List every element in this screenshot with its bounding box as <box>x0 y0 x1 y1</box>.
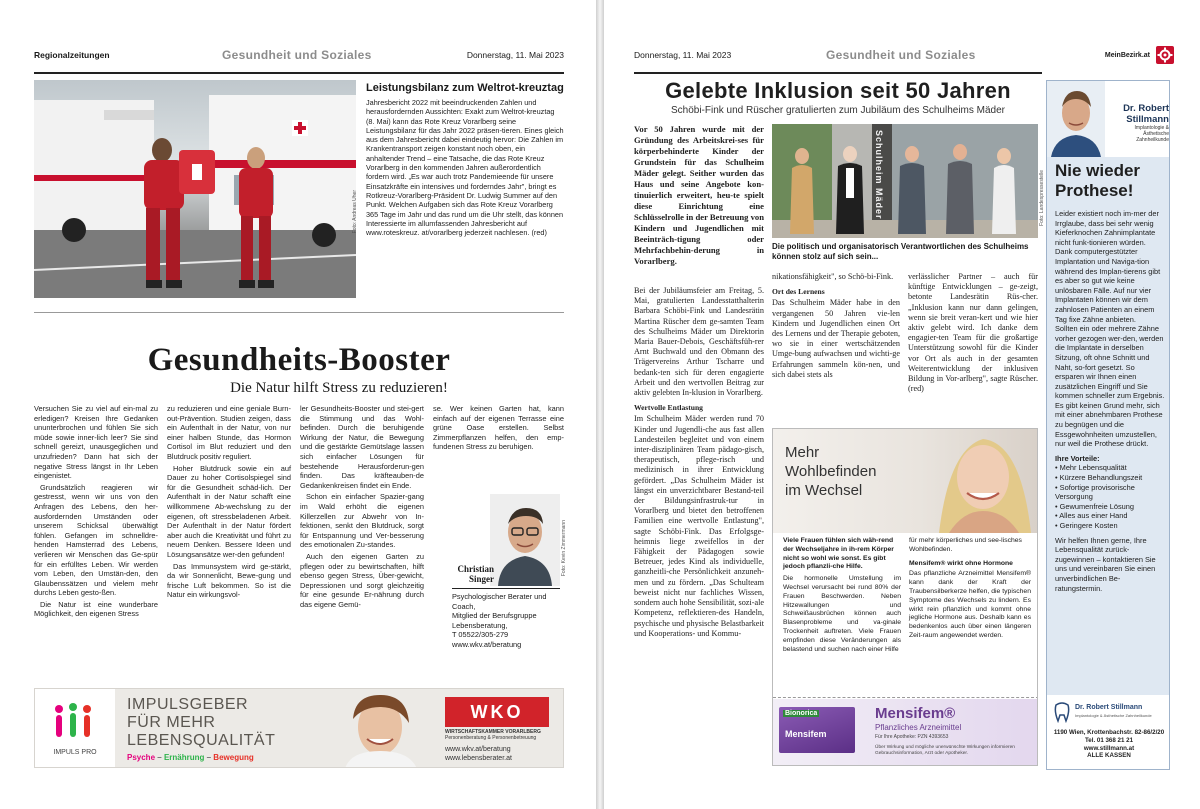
stillmann-name <box>1105 103 1169 143</box>
tagline-ernaehrung: Ernährung <box>163 753 205 762</box>
author-info-line: Coach, <box>452 601 476 611</box>
inklusion-lead: Vor 50 Jahren wurde mit der Gründung des Arbeitskrei-ses für körperbehinderte Kinder der Grundstein für das Schulheim Mäder gelegt. Seither wurden das Haus und seine Angebote kon-tinuierlich erweitert, heu-te spielt diese Einrichtung eine Schlüsselrolle in der Betreuung von Kindern und Jugendlichen mit Beeinträch-tigung oder Mehrfachbehin-derung in Vorarlberg. <box>634 124 764 266</box>
author-photo <box>490 494 560 586</box>
mensifem-right-col <box>909 537 1031 641</box>
stillmann-specialty-1: Implantologie & <box>1134 125 1169 131</box>
stillmann-portrait-image <box>1047 81 1105 157</box>
author-info-line: Lebensberatung, <box>452 620 508 630</box>
inklusion-col-2 <box>772 272 900 382</box>
stillmann-name-2: Stillmann <box>1126 114 1169 125</box>
inklusion-paragraph: Das Schulheim Mäder habe in den vergangenen 50 Jahren vie-len Kindern und Jugendlichen einen Ort des Lernens und der Therapie geboten, wo sie in einer wertschätzenden Umge-bung aufwachsen und wichti-ge Erfahrungen sammeln kön-nen, und sich dabei stets als <box>772 298 900 379</box>
mensifem-package <box>779 707 855 753</box>
stillmann-web[interactable]: www.stillmann.at <box>1083 744 1135 752</box>
author-first-name: Christian <box>457 564 494 574</box>
impuls-woman-image <box>325 689 435 768</box>
booster-paragraph: Schon ein einfacher Spazier-gang im Wald erhöht die eigenen Killerzellen zur Abwehr von In-fektionen, senkt den Blutdruck, sorgt für Entspannung und Ver-besserung des emotionalen Zu-standes. <box>300 492 424 550</box>
booster-col-2 <box>167 404 291 602</box>
brand-label: MeinBezirk.at <box>1104 51 1150 59</box>
wko-sub-2: Personenberatung & Personenbetreuung <box>445 735 537 741</box>
right-page <box>604 0 1200 809</box>
stillmann-specialty-3: Zahnheilkunde <box>1136 137 1169 143</box>
inklusion-subhead: Ort des Lernens <box>772 287 825 297</box>
booster-col-3 <box>300 404 424 611</box>
wko-sub-1: WIRTSCHAFTSKAMMER VORARLBERG <box>445 729 541 735</box>
inklusion-photo-credit: Foto: Landespressestelle <box>1039 170 1045 226</box>
advantage-item: • Kürzere Behandlungszeit <box>1055 473 1143 483</box>
author-info-line: T 05522/305-279 <box>452 630 509 639</box>
brand-icon <box>1156 46 1174 64</box>
issue-date: Donnerstag, 11. Mai 2023 <box>466 50 564 60</box>
author-rule <box>452 588 560 589</box>
booster-paragraph: zu reduzieren und eine geniale Burn-out-Prävention. Studien zeigen, dass ein Aufenthalt in der Natur, von nur einer halben Stunde, das Hormon Cortisol im Blut reduziert und den Blutdruck positiv reguliert. <box>167 404 291 461</box>
brand-gear-icon <box>1156 46 1174 64</box>
inklusion-headline: Gelebte Inklusion seit 50 Jahren <box>665 78 1011 103</box>
mensifem-pharmacy: Für Ihre Apotheke: PZN 4393653 <box>875 734 949 740</box>
impuls-url-2[interactable]: www.lebensberater.at <box>445 755 512 762</box>
schulheim-sign: Schulheim Mäder <box>874 130 884 220</box>
rk-article <box>366 82 564 237</box>
booster-paragraph: Auch den eigenen Garten zu pflegen oder zu bewirtschaften, hilft ebenso gegen Stress, Über-gewicht, Depressionen und sorgt gleichzeitig für eine gesunde Er-nährung durch das eigene Gemü- <box>300 551 424 609</box>
advantage-item: • Geringere Kosten <box>1055 521 1118 530</box>
author-info <box>452 592 564 649</box>
inklusion-caption: Die politisch und organisatorisch Verantwortlichen des Schulheims können stolz auf sich sein... <box>772 242 1029 261</box>
mensifem-disclaimer: Über Wirkung und mögliche unerwünschte Wirkungen informieren Gebrauchsinformation, Arzt oder Apotheker. <box>875 745 1015 756</box>
stillmann-logo-sub: Implantologie & Ästhetische Zahnheilkunde <box>1075 713 1152 718</box>
package-label: Mensifem <box>785 729 827 739</box>
impuls-headline-line: LEBENSQUALITÄT <box>127 732 276 749</box>
inklusion-col-3 <box>908 272 1038 396</box>
stillmann-body <box>1055 209 1165 593</box>
wko-logo: WKO <box>445 697 549 727</box>
inklusion-paragraph: nikationsfähigkeit", so Schö-bi-Fink. <box>772 272 894 281</box>
section-title: Gesundheit und Soziales <box>826 48 976 62</box>
mensifem-headline <box>785 443 876 500</box>
stillmann-address: 1190 Wien, Krottenbachstr. 82-86/2/20 <box>1053 729 1165 736</box>
mensifem-intro: Viele Frauen fühlen sich wäh-rend der Wechseljahre in ih-rem Körper nicht so wohl wie sonst. Es gibt jedoch pflanzli-che Hilfe. <box>783 537 894 571</box>
section-divider <box>34 312 564 313</box>
mensifem-product-band <box>773 699 1038 766</box>
mensifem-left-text: Die hormonelle Umstellung im Wechsel verursacht bei rund 80% der Frauen Beschwerden. Neben Hitzewallungen und Schweißausbrüchen können auch Blasenprobleme und va-ginale Trockenheit auftreten. Viele Frauen empfinden diese Veränderungen als belastend und suchen nach einer Hilfe <box>783 575 901 653</box>
rk-photo-credit: Foto: Andreas Uher <box>352 190 358 234</box>
advantage-text: Alles aus einer Hand <box>1059 511 1128 521</box>
tagline-bewegung: Bewegung <box>213 753 254 762</box>
inklusion-paragraph: Im Schulheim Mäder werden rund 70 Kinder und Jugendli-che aus fast allen Landesteilen begleitet und von einem inter-disziplinären Team pädago-gisch, therapeutisch, pflege-risch und medizinisch in ihrer Entwicklung gefördert. „Das Schulheim Mäder ist längst ein unverzichtbarer Bestand-teil der Bildungsinfrastruk-tur in Vorarlberg und bietet den betroffenen Familien eine wertvolle Entlastung", sagte Schöbi-Fink. Das Erfolgsge-heimnis liege zweifellos in der Fähigkeit der Pädagogen sowie Betreuer, jedes Kind als individuelle, ganzheitli-che Persönlichkeit anzuneh-men und zu fördern. „Das Schulteam beweist nicht nur fachliches Wissen, sondern auch hohe Sensibilität, sozi-ale Kompetenz, reflektieren-des Handeln, psychische und physische Belastbarkeit und Kooperations- und Kommu- <box>634 414 764 638</box>
tooth-logo-icon <box>1053 701 1071 723</box>
booster-paragraph: Das Immunsystem wird ge-stärkt, da wir Sonnenlicht, Bewe-gung und frische Luft bekommen. So ist die Natur ein wirkungsvol- <box>167 561 291 600</box>
stillmann-name-1: Dr. Robert <box>1123 103 1169 114</box>
advantage-item: • Mehr Lebensqualität <box>1055 463 1127 473</box>
header-rule <box>634 72 1042 74</box>
tagline-psyche: Psyche <box>127 753 156 762</box>
booster-paragraph: Grundsätzlich reagieren wir gestresst, wenn wir uns von den Anfragen des Lebens, den her-ausfordernden Umständen oder unserem Schicksal überwältigt fühlen. Gefangen im schnelldre-henden Hamsterrad des Lebens, verlieren wir Menschen das Ge-spür für ein erfülltes Leben. Wir werden vom Leben, den Umstän-den, den Glaubenssätzen und vielem mehr durchs Leben gesto-ßen. <box>34 482 158 598</box>
booster-paragraph: Die Natur ist eine wunderbare Möglichkeit, den eigenen Stress <box>34 599 158 619</box>
mensifem-product-sub: Pflanzliches Arzneimittel <box>875 723 962 732</box>
left-page <box>0 0 596 809</box>
red-cross-photo <box>34 80 356 298</box>
bionorica-logo: Bionorica <box>785 710 818 717</box>
advantage-text: Sofortige provisorische Versorgung <box>1055 482 1135 502</box>
inklusion-subheadline: Schöbi-Fink und Rüscher gratulierten zum Jubiläum des Schulheims Mäder <box>670 105 1006 116</box>
issue-date: Donnerstag, 11. Mai 2023 <box>634 50 732 60</box>
impuls-ad[interactable] <box>34 688 564 768</box>
stillmann-logo-name: Dr. Robert Stillmann <box>1075 704 1143 711</box>
tagline-separator: – <box>155 753 164 762</box>
stillmann-specialty-2: Ästhetische <box>1143 131 1169 137</box>
advantage-text: Mehr Lebensqualität <box>1059 463 1127 473</box>
mensifem-headline-line: Mehr <box>785 444 820 461</box>
mensifem-product-name: Mensifem® <box>875 705 956 722</box>
mensifem-right-text-1: für mehr körperliches und see-lisches Wohlbefinden. <box>909 537 1022 553</box>
inklusion-paragraph: Bei der Jubiläumsfeier am Freitag, 5. Mai, gratulierten Landesstatthalterin Barbara Schöbi-Fink und Landesrätin Martina Rüscher dem ge-samten Team des Schulheims Mäder um Direktorin Maria Bauer-Debois, Geschäftsfüh-rer Arnt Buchwald und den Obmann des Trägervereins Arthur Tscharre und bedank-ten sich für deren engagierte Arbeit und den wertvollen Beitrag zur aktiv gelebten In-klusion in Vorarlberg. <box>634 286 764 398</box>
rk-body: Jahresbericht 2022 mit beeindruckenden Zahlen und herausfordernden Aussichten: Exakt zum Weltrot-kreuztag (8. Mai) kann das Rote Kreuz Vorarlberg seine Leistungsbilanz für das Jahr 2022 präsen-tieren. Eines gleich aus dem Jahresbericht dabei eindeutig hervor: Die Zahlen im Krankentransport zeigen konstant noch oben, ein anhaltender Trend – eine Tatsache, die das Rote Kreuz Vorarlberg in den kommenden Jahren außerordentlich fordern wird. „Es war auch trotz Pandemieende für unsere Einsatzkräfte ein intensives und forderndes Jahr", bringt es Rotkreuz-Vorarlberg-Präsident Dr. Ludwig Summer auf den Punkt. Welchen Aufgaben sich das Rote Kreuz Vorarlberg 365 Tage im Jahr und das rund um die Uhr stellt, das können Interessierte im allumfassenden Jahresbericht auf www.roteskreuz. at/vorarlberg jederzeit nachlesen. (red) <box>366 98 564 238</box>
impuls-url-1[interactable]: www.wkv.at/beratung <box>445 746 511 753</box>
mensifem-left-col <box>783 537 901 654</box>
header-rule <box>34 72 564 74</box>
stillmann-ad[interactable] <box>1046 80 1170 770</box>
impuls-logo-icon <box>35 697 115 747</box>
mensifem-right-text-2: Das pflanzliche Arzneimittel Mensifem® kann dank der Kraft der Traubensilberkerze helfen, die typischen Symptome des Wechsels zu lindern. Es wirkt rein pflanzlich und kommt ohne jegliche Hormone aus. Deshalb kann es bedenkenlos auch über einen längeren Zeit-raum angewendet werden. <box>909 570 1031 639</box>
group-photo-image <box>772 124 1038 238</box>
mensifem-woman-image <box>919 429 1038 533</box>
advantage-item: • Gewumenfreie Lösung <box>1055 501 1135 511</box>
mensifem-hero <box>773 429 1038 533</box>
author-info-line: Mitglied der Berufsgruppe <box>452 611 537 620</box>
advantage-text: Geringere Kosten <box>1059 521 1118 530</box>
stillmann-contact <box>1047 729 1170 760</box>
stillmann-top <box>1047 81 1170 157</box>
mensifem-headline-line: im Wechsel <box>785 482 863 499</box>
stillmann-headline-line: Prothese! <box>1055 181 1134 200</box>
stillmann-footer <box>1047 695 1170 770</box>
booster-paragraph: se. Wer keinen Garten hat, kann einfach auf der eigenen Terrasse eine grüne Oase erstellen. Selbst Zimmerpflanzen helfen, den emp-fundenen Stress zu beruhigen. <box>433 404 564 452</box>
right-header <box>634 38 1174 72</box>
rk-headline: Leistungsbilanz zum Weltrot-kreuztag <box>366 82 564 94</box>
author-photo-credit: Foto: Kevin Zimmermann <box>561 520 567 577</box>
tagline-separator: – <box>204 753 214 762</box>
booster-headline: Gesundheits-Booster <box>147 342 451 378</box>
author-last-name: Singer <box>468 574 494 584</box>
advantage-item: • Sofortige provisorische Versorgung <box>1055 482 1135 502</box>
stillmann-kassen: ALLE KASSEN <box>1087 752 1131 760</box>
booster-col-4 <box>433 404 564 454</box>
section-title: Gesundheit und Soziales <box>222 48 372 62</box>
inklusion-photo <box>772 124 1038 238</box>
advantage-text: Kürzere Behandlungszeit <box>1059 473 1143 483</box>
booster-paragraph: ler Gesundheits-Booster und stei-gert die Stimmung und das Wohl-befinden. Durch die beruhigende Wirkung der Natur, die Bewegung und die gestärkte Gemütslage lassen sich einfacher Lösungen für bestehende Herausforderun-gen finden. Das kräfteauben-de Gedankenkreisen findet ein Ende. <box>300 404 424 490</box>
mensifem-ad[interactable] <box>772 428 1038 766</box>
author-link[interactable]: www.wkv.at/beratung <box>452 639 522 649</box>
mensifem-headline-line: Wohlbefinden <box>785 463 877 480</box>
stillmann-headline <box>1055 161 1167 201</box>
impuls-headline <box>127 696 275 750</box>
section-label: Regionalzeitungen <box>34 50 110 60</box>
advantage-text: Gewumenfreie Lösung <box>1059 501 1135 511</box>
inklusion-paragraph: verlässlicher Partner – auch für künftige Entwicklungen – ge-zeigt, betonte Landesrätin Rüs-cher. „Inklusion kann nur dann gelingen, wenn sie breit veran-kert und wie hier aktiv gelebt wird. Ich danke dem engagier-ten Team für die großartige Unterstützung sowohl für die Kinder vor Ort als auch in der gesamten Weiterentwicklung der inklusiven Bildung in Vor-arlberg", sagte Rüscher. (red) <box>908 272 1038 394</box>
inklusion-subhead: Wertvolle Entlastung <box>634 403 703 413</box>
stillmann-phone[interactable]: Tel. 01 368 21 21 <box>1084 736 1134 744</box>
impuls-logo-text: IMPULS PRO <box>53 749 97 756</box>
ambulance-scene-image <box>34 80 356 298</box>
impuls-tagline <box>127 753 254 762</box>
author-portrait-image <box>490 494 560 586</box>
mensifem-cut-line <box>773 697 1038 698</box>
booster-paragraph: Hoher Blutdruck sowie ein auf Dauer zu hoher Cortisolspiegel sind für die Gesundheit schäd-lich. Der Aufenthalt in der Natur schafft eine willkommene Ab-wechslung zu der eigenen, oft stressbeladenen Arbeit. Der Aufenthalt in der Natur fördert aber auch die Kreativität und führt zu neuem Denken. Bessere Ideen und Lösungsansätze wer-den gefunden! <box>167 463 291 559</box>
stillmann-paragraph: Sollten ein oder mehrere Zähne vorher gezogen wer-den, werden die Implantate in derselben Sitzung, oft ohne Schnitt und Naht, so-fort gesetzt. So ersparen wir Ihnen einen zusätzlichen Eingriff und Sie kommen schneller zum Ergebnis. Es gibt keinen Grund mehr, sich mit einer abnehmbaren Prothese zu begnügen und die Essgewohnheiten umzustellen, nur weil die Prothese drückt. <box>1055 324 1165 449</box>
impuls-logo-box <box>35 689 115 768</box>
advantage-item: • Alles aus einer Hand <box>1055 511 1128 521</box>
booster-paragraph: Versuchen Sie zu viel auf ein-mal zu erledigen? Kreisen Ihre Gedanken ununterbrochen und fühlen Sie sich müde sowie inner-lich leer? Sie sind schnell gereizt, unausgeglichen und unzufrieden? Dann hat sich der negative Stress längst in Ihr Leben eingenistet. <box>34 404 158 481</box>
impuls-headline-line: IMPULSGEBER <box>127 696 249 713</box>
stillmann-paragraph: Leider existiert noch im-mer der Irrglaube, dass bei sehr wenig Kieferknochen Zahnimplantate nicht funk-tionieren würden. <box>1055 209 1159 247</box>
author-name <box>452 564 494 584</box>
stillmann-paragraph: Wir helfen Ihnen gerne, Ihre Lebensqualität zurück-zugewinnen – kontaktieren Sie uns und vereinbaren Sie einen unverbindlichen Be-ratungstermin. <box>1055 535 1156 593</box>
inklusion-col-1 <box>634 286 764 641</box>
mensifem-right-sub: Mensifem® wirkt ohne Hormone <box>909 559 1013 567</box>
impuls-headline-line: FÜR MEHR <box>127 714 216 731</box>
booster-subheadline: Die Natur hilft Stress zu reduzieren! <box>230 380 448 396</box>
advantages-title: Ihre Vorteile: <box>1055 453 1100 463</box>
stillmann-paragraph: Dank computergestützter Implantation und Naviga-tion während des Implan-tierens gibt es aber so gut wie keine unlösbaren Fälle. Auf nur vier Implantaten können wir dem zahnlosen Patienten an einem Tag fixe Zähne anbieten. <box>1055 247 1161 324</box>
booster-col-1 <box>34 404 158 621</box>
stillmann-headline-line: Nie wieder <box>1055 161 1141 180</box>
page-gutter <box>596 0 604 809</box>
author-info-line: Psychologischer Berater und <box>452 592 547 601</box>
left-header <box>34 38 564 72</box>
